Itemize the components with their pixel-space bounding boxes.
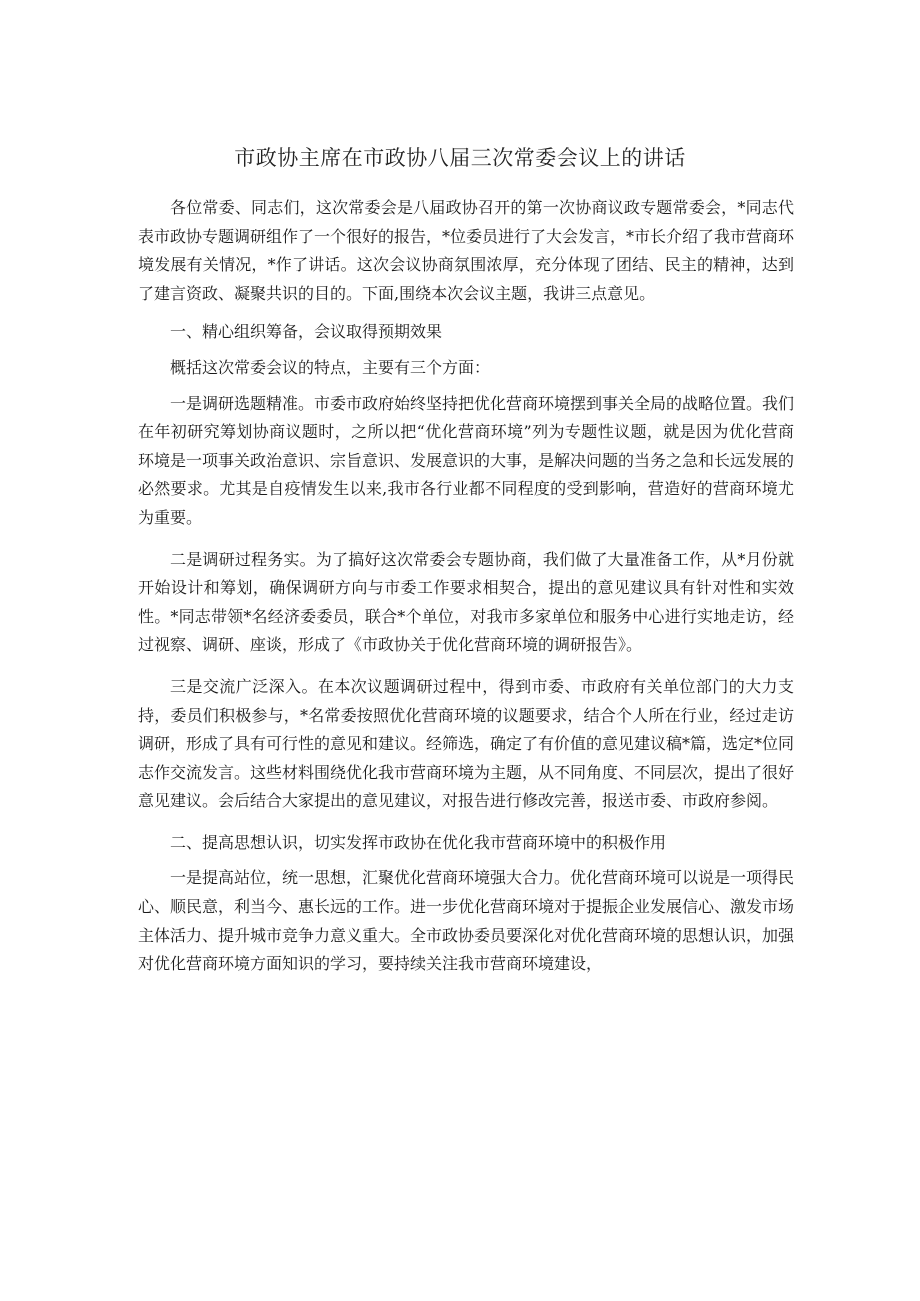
section-heading-2: 二、提高思想认识，切实发挥市政协在优化我市营商环境中的积极作用: [170, 832, 667, 852]
section-heading-1: 一、精心组织筹备，会议取得预期效果: [170, 322, 443, 342]
paragraph-point-1: 一是调研选题精准。市委市政府始终坚持把优化营商环境摆到事关全局的战略位置。我们在年初研究筹划协商议题时，之所以把“优化营商环境”列为专题性议题，就是因为优化营商环境是一项事关政治意识、宗旨意识、发展意识的大事，是解决问题的当务之急和长远发展的必然要求。尤其是自疫情发生以来,我市各行业都不同程度的受到影响，营造好的营商环境尤为重要。: [138, 393, 795, 527]
paragraph-section-2-point-1: 一是提高站位，统一思想，汇聚优化营商环境强大合力。优化营商环境可以说是一项得民心、顺民意，利当今、惠长远的工作。进一步优化营商环境对于提振企业发展信心、激发市场主体活力、提升城市竞争力意义重大。全市政协委员要深化对优化营商环境的思想认识，加强对优化营商环境方面知识的学习，要持续关注我市营商环境建设，: [138, 868, 795, 974]
paragraph-point-2: 二是调研过程务实。为了搞好这次常委会专题协商，我们做了大量准备工作，从*月份就开始设计和筹划，确保调研方向与市委工作要求相契合，提出的意见建议具有针对性和实效性。*同志带领*名经济委委员，联合*个单位，对我市多家单位和服务中心进行实地走访，经过视察、调研、座谈，形成了《市政协关于优化营商环境的调研报告》。: [138, 549, 794, 655]
paragraph-point-3: 三是交流广泛深入。在本次议题调研过程中，得到市委、市政府有关单位部门的大力支持，委员们积极参与，*名常委按照优化营商环境的议题要求，结合个人所在行业，经过走访调研，形成了具有可行性的意见和建议。经筛选，确定了有价值的意见建议稿*篇，选定*位同志作交流发言。这些材料围绕优化我市营商环境为主题，从不同角度、不同层次，提出了很好意见建议。会后结合大家提出的意见建议，对报告进行修改完善，报送市委、市政府参阅。: [138, 676, 795, 811]
paragraph-opening: 各位常委、同志们，这次常委会是八届政协召开的第一次协商议政专题常委会，*同志代表市政协专题调研组作了一个很好的报告，*位委员进行了大会发言，*市长介绍了我市营商环境发展有关情况，*作了讲话。这次会议协商氛围浓厚，充分体现了团结、民主的精神，达到了建言资政、凝聚共识的目的。下面,围绕本次会议主题，我讲三点意见。: [138, 198, 795, 303]
paragraph-summary-intro: 概括这次常委会议的特点，主要有三个方面：: [170, 357, 491, 377]
document-body: [138, 194, 794, 979]
document-title: 市政协主席在市政协八届三次常委会议上的讲话: [234, 146, 686, 170]
